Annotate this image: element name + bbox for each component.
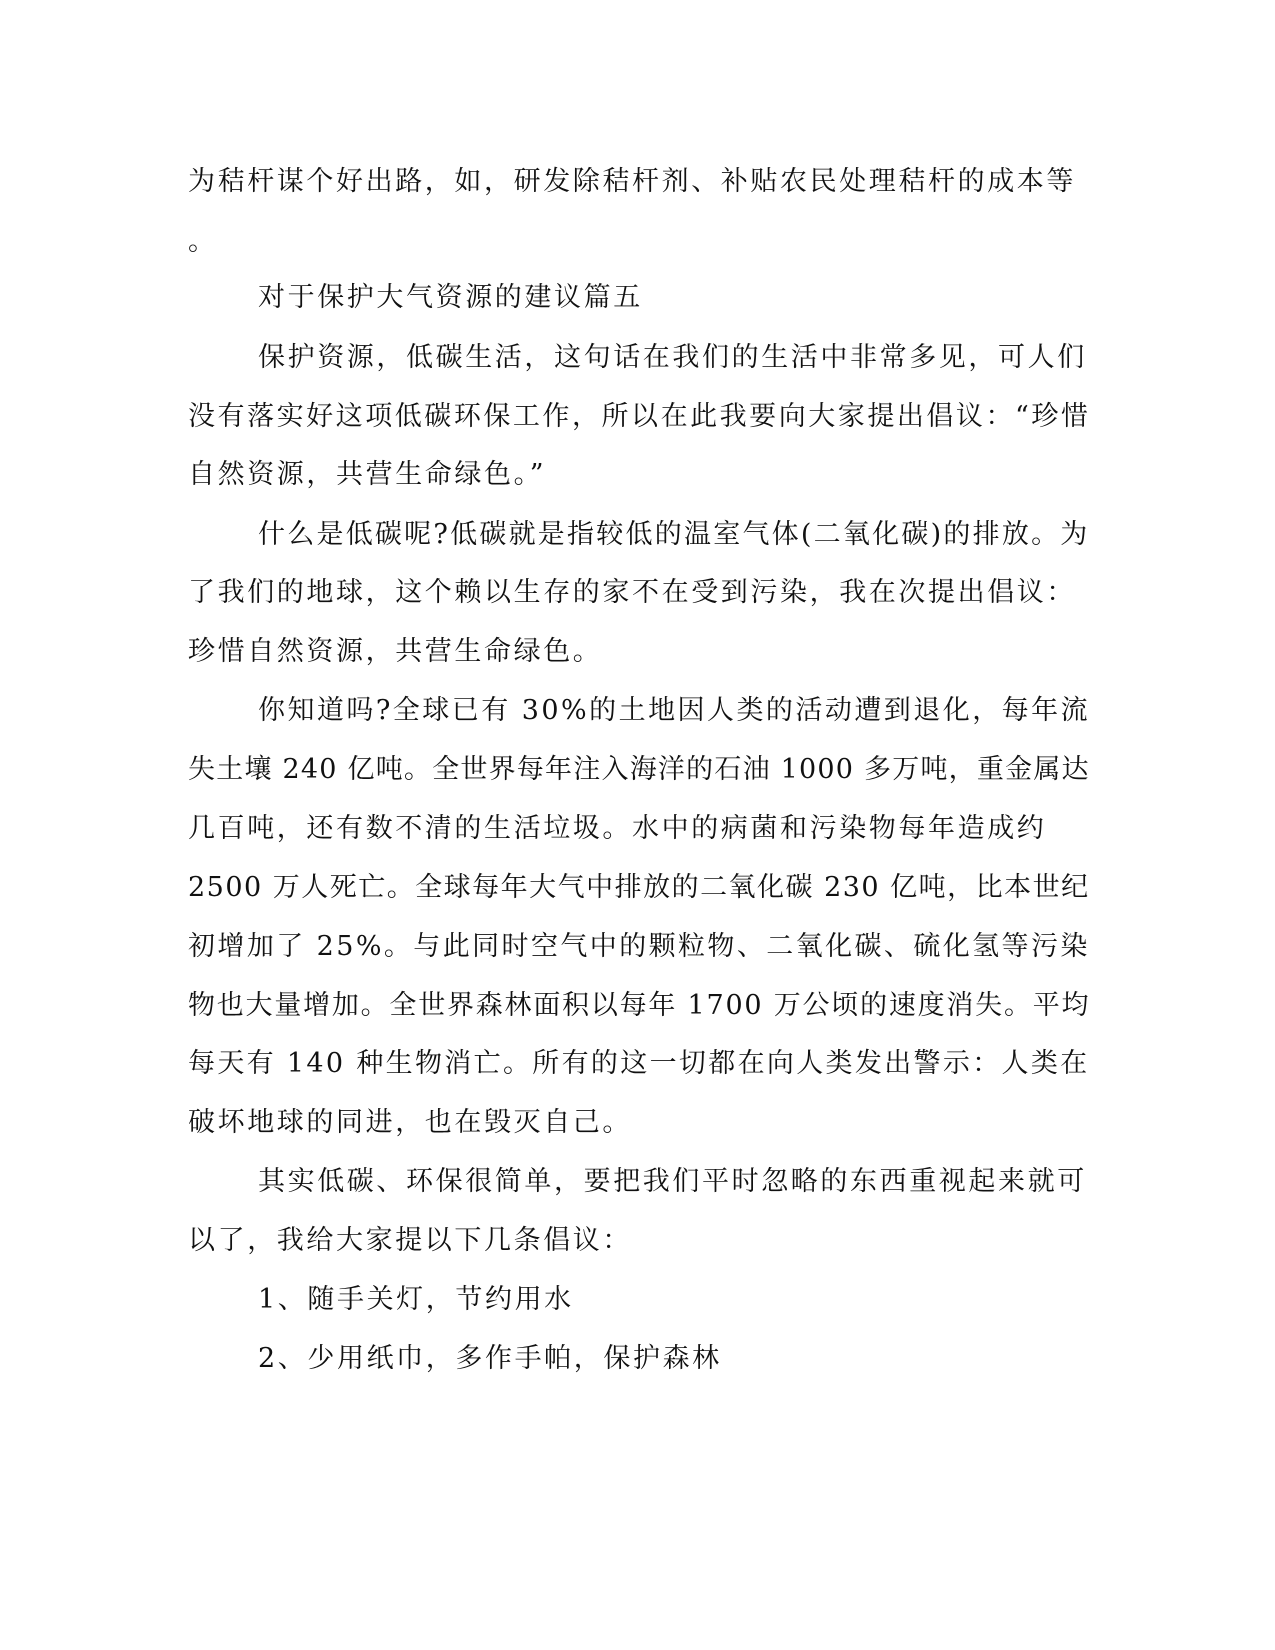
- text-line: 失土壤 240 亿吨。全世界每年注入海洋的石油 1000 多万吨，重金属达: [188, 754, 1090, 785]
- list-item: 2、少用纸巾，多作手帕，保护森林: [258, 1343, 722, 1374]
- text-line: 破坏地球的同进，也在毁灭自己。: [188, 1107, 632, 1138]
- text-line: 了我们的地球，这个赖以生存的家不在受到污染，我在次提出倡议：: [188, 577, 1076, 608]
- text-line: 什么是低碳呢?低碳就是指较低的温室气体(二氧化碳)的排放。为: [258, 519, 1090, 550]
- text-line: 珍惜自然资源，共营生命绿色。: [188, 636, 603, 667]
- text-line: 为秸杆谋个好出路，如，研发除秸杆剂、补贴农民处理秸杆的成本等: [188, 166, 1076, 197]
- text-line: 2500 万人死亡。全球每年大气中排放的二氧化碳 230 亿吨，比本世纪: [188, 872, 1090, 903]
- list-item: 1、随手关灯，节约用水: [258, 1284, 574, 1315]
- text-line: 几百吨，还有数不清的生活垃圾。水中的病菌和污染物每年造成约: [188, 813, 1047, 844]
- text-line: 你知道吗?全球已有 30%的土地因人类的活动遭到退化，每年流: [258, 695, 1091, 726]
- text-line: 没有落实好这项低碳环保工作，所以在此我要向大家提出倡议：“珍惜: [188, 401, 1091, 432]
- text-line: 物也大量增加。全世界森林面积以每年 1700 万公顷的速度消失。平均: [188, 990, 1091, 1021]
- text-line: 自然资源，共营生命绿色。”: [188, 459, 547, 490]
- text-line: 。: [188, 226, 218, 257]
- text-line: 保护资源，低碳生活，这句话在我们的生活中非常多见，可人们: [258, 342, 1087, 373]
- text-line: 初增加了 25%。与此同时空气中的颗粒物、二氧化碳、硫化氢等污染: [188, 931, 1090, 962]
- text-line: 以了，我给大家提以下几条倡议：: [188, 1225, 632, 1256]
- text-line: 每天有 140 种生物消亡。所有的这一切都在向人类发出警示：人类在: [188, 1048, 1090, 1079]
- text-line: 其实低碳、环保很简单，要把我们平时忽略的东西重视起来就可: [258, 1166, 1087, 1197]
- section-heading: 对于保护大气资源的建议篇五: [258, 282, 643, 313]
